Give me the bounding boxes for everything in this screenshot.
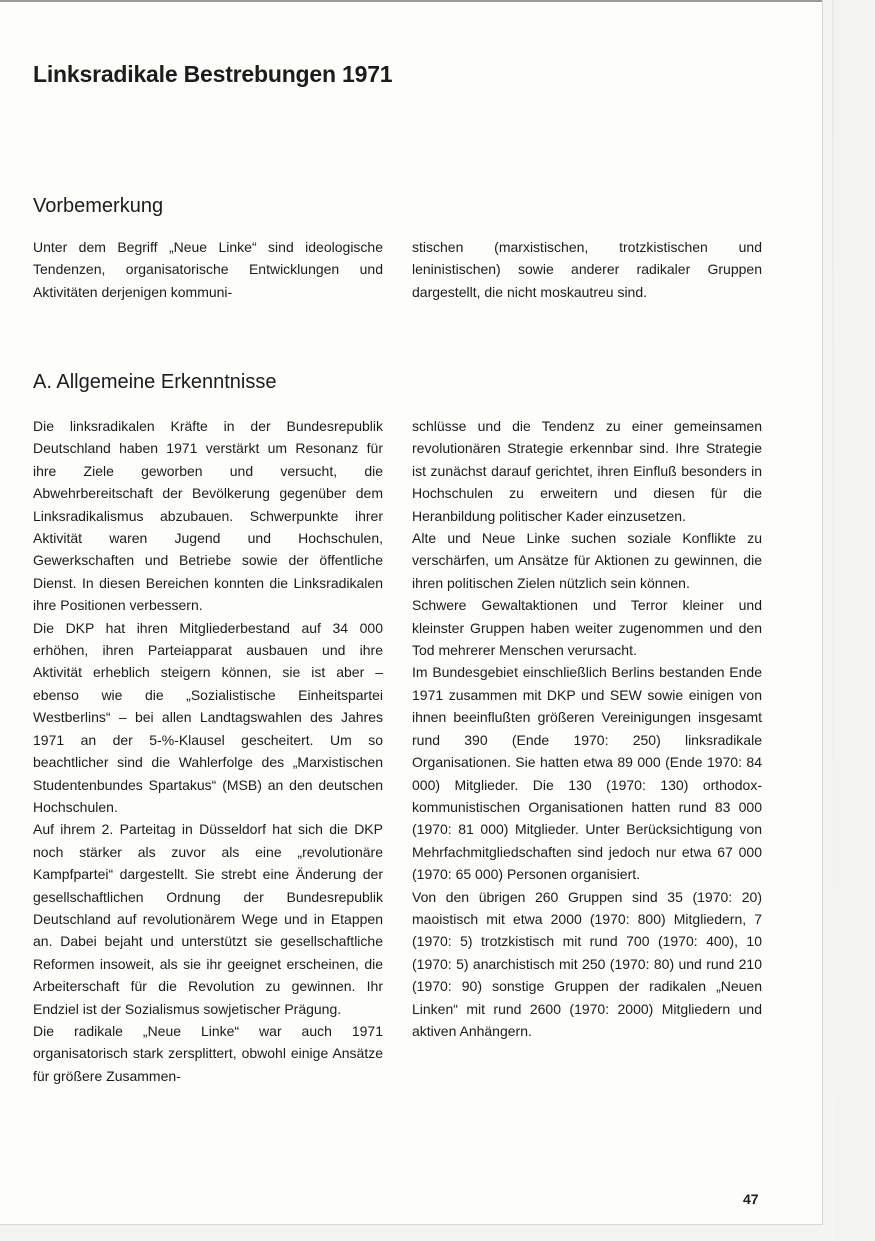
paragraph: Auf ihrem 2. Parteitag in Düsseldorf hat sich die DKP noch stärker als zuvor als eine „revolutionäre Kampfpartei“ dargestellt. Sie strebt eine Änderung der gesellschaftlichen Ordnung der Bundesrepublik Deutschland auf revolutionärem Wege und in Etappen an. Dabei bejaht und unterstützt sie gesellschaftliche Reformen insoweit, als sie ihr geeignet erscheinen, die Arbeiterschaft für die Revolution zu gewinnen. Ihr Endziel ist der Sozialismus sowjetischer Prägung. — [33, 821, 383, 1017]
paragraph: Die DKP hat ihren Mitgliederbestand auf 34 000 erhöhen, ihren Parteiapparat ausbauen und ihre Aktivität erheblich steigern können, sie ist aber – ebenso wie die „Sozialistische Einheitspartei Westberlins“ – bei allen Landtagswahlen des Jahres 1971 an der 5-%-Klausel gescheitert. Um so beachtlicher sind die Wahlerfolge des „Marxistischen Studentenbundes Spartakus“ (MSB) an den deutschen Hochschulen. — [33, 619, 383, 815]
paragraph: Alte und Neue Linke suchen soziale Konflikte zu verschärfen, um Ansätze für Aktionen zu gewinnen, die ihren politischen Zielen nützlich sein können. — [412, 530, 762, 591]
top-rule — [0, 0, 822, 2]
paragraph: Die linksradikalen Kräfte in der Bundesrepublik Deutschland haben 1971 verstärkt um Resonanz für ihre Ziele geworben und versucht, die Abwehrbereitschaft der Bevölkerung gegenüber dem Linksradikalismus abzubauen. Schwerpunkte ihrer Aktivität waren Jugend und Hochschulen, Gewerkschaften und Betriebe sowie der öffentliche Dienst. In diesen Bereichen konnten die Linksradikalen ihre Positionen verbessern. — [33, 418, 383, 614]
body-column-left — [33, 415, 383, 1087]
paragraph: Im Bundesgebiet einschließlich Berlins bestanden Ende 1971 zusammen mit DKP und SEW sowie einigen von ihnen beeinflußten größeren Vereinigungen insgesamt rund 390 (Ende 1970: 250) linksradikale Organisationen. Sie hatten etwa 89 000 (Ende 1970: 84 000) Mitglieder. Die 130 (1970: 130) orthodox-kommunistischen Organisationen hatten rund 83 000 (1970: 81 000) Mitglieder. Unter Berücksichtigung von Mehrfachmitgliedschaften sind jedoch nur etwa 67 000 (1970: 65 000) Personen organisiert. — [412, 664, 762, 883]
page-number: 47 — [743, 1191, 759, 1207]
body-column-right — [412, 415, 762, 1042]
paragraph: Schwere Gewaltaktionen und Terror kleiner und kleinster Gruppen haben weiter zugenommen und den Tod mehrerer Menschen verursacht. — [412, 597, 762, 659]
paragraph: Von den übrigen 260 Gruppen sind 35 (1970: 20) maoistisch mit etwa 2000 (1970: 800) Mitgliedern, 7 (1970: 5) trotzkistisch mit rund 700 (1970: 400), 10 (1970: 5) anarchistisch mit 250 (1970: 80) und rund 210 (1970: 90) sonstige Gruppen der radikalen „Neuen Linken“ mit rund 2600 (1970: 2000) Mitgliedern und aktiven Anhängern. — [412, 888, 762, 1039]
section-heading-allgemeine-erkenntnisse: A. Allgemeine Erkenntnisse — [33, 371, 277, 393]
scan-edge — [832, 0, 834, 1241]
vorbemerkung-column-left: Unter dem Begriff „Neue Linke“ sind ideologische Tendenzen, organisatorische Entwicklungen und Aktivitäten derjenigen kommuni- — [33, 239, 383, 300]
vorbemerkung-column-right: stischen (marxistischen, trotzkistischen und leninistischen) sowie anderer radikaler Gruppen dargestellt, die nicht moskautreu sind. — [412, 239, 762, 300]
paragraph: schlüsse und die Tendenz zu einer gemeinsamen revolutionären Strategie erkennbar sind. Ihre Strategie ist zunächst darauf gerichtet, ihren Einfluß besonders in Hochschulen zu erweitern und diesen für die Heranbildung politischer Kader einzusetzen. — [412, 418, 762, 524]
section-heading-vorbemerkung: Vorbemerkung — [33, 195, 164, 217]
paragraph: Die radikale „Neue Linke“ war auch 1971 organisatorisch stark zersplittert, obwohl einige Ansätze für größere Zusammen- — [33, 1022, 383, 1084]
page-title: Linksradikale Bestrebungen 1971 — [33, 61, 393, 87]
